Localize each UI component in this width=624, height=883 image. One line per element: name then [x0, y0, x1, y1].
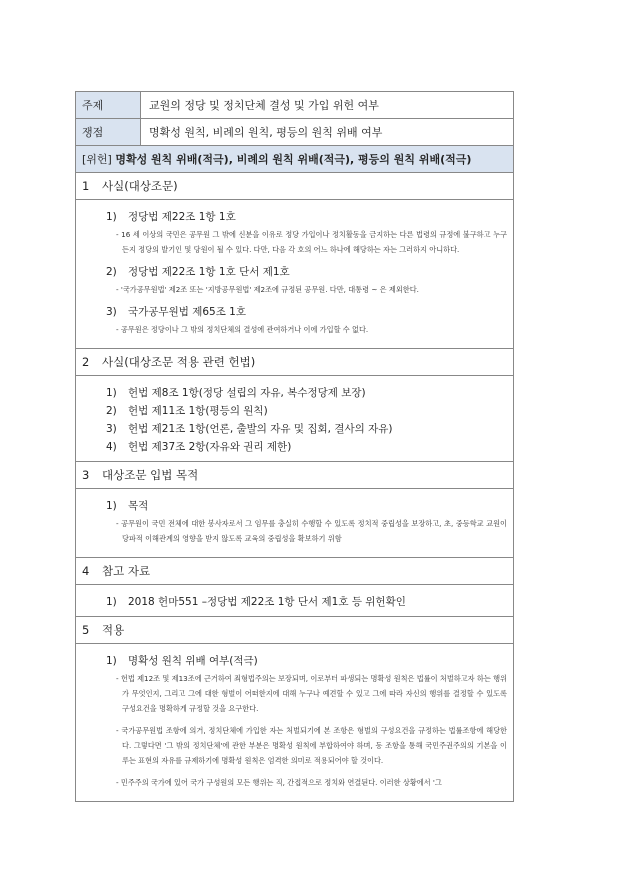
document-page [75, 91, 514, 802]
section-title: 사실(대상조문) [102, 179, 178, 193]
list-item [106, 594, 513, 609]
item-title: 정당법 제22조 1항 1호 [128, 211, 236, 223]
section-body [76, 585, 514, 617]
section-body-row [76, 585, 514, 617]
section-header [76, 462, 514, 489]
item-number: 1) [106, 596, 117, 608]
section-body-row [76, 644, 514, 802]
item-title: 헌법 제11조 1항(평등의 원칙) [128, 405, 268, 417]
verdict-prefix: [위헌] [82, 153, 112, 166]
paragraph: - 16 세 이상의 국민은 공무원 그 밖에 신분을 이유로 정당 가입이나 정치활동을 금지하는 다른 법령의 규정에 불구하고 누구든지 정당의 발기인 및 당원이 될 수 있다. 다만, 다음 각 호의 어느 하나에 해당하는 자는 그러하지 아니하다. [116, 230, 507, 254]
section-header-row [76, 617, 514, 644]
section-header-row [76, 558, 514, 585]
section-header-row [76, 349, 514, 376]
list-item [106, 209, 513, 224]
list-item [106, 264, 513, 279]
section-title: 적용 [102, 623, 125, 637]
item-number: 3) [106, 423, 117, 435]
section-title: 사실(대상조문 적용 관련 헌법) [102, 355, 256, 369]
item-title: 2018 헌마551 –정당법 제22조 1항 단서 제1호 등 위헌확인 [128, 596, 406, 608]
item-title: 명확성 원칙 위배 여부(적극) [128, 655, 258, 667]
item-title: 국가공무원법 제65조 1호 [128, 306, 247, 318]
item-number: 1) [106, 655, 117, 667]
item-title: 헌법 제21조 1항(언론, 출발의 자유 및 집회, 결사의 자유) [128, 423, 393, 435]
list-item [106, 439, 513, 454]
section-title: 참고 자료 [102, 564, 151, 578]
section-number: 3 [82, 468, 90, 482]
issue-label: 쟁점 [76, 119, 141, 146]
list-item [106, 385, 513, 400]
list-item [106, 421, 513, 436]
section-body [76, 376, 514, 462]
item-title: 목적 [128, 500, 149, 512]
section-body [76, 200, 514, 349]
item-number: 4) [106, 441, 117, 453]
issue-row [76, 119, 514, 146]
issue-value: 명확성 원칙, 비례의 원칙, 평등의 원칙 위배 여부 [141, 119, 514, 146]
list-item [106, 304, 513, 319]
section-body [76, 489, 514, 558]
verdict-row [76, 146, 514, 173]
section-header [76, 617, 514, 644]
section-body-row [76, 489, 514, 558]
paragraph: - 헌법 제12조 및 제13조에 근거하여 죄형법주의는 보장되며, 이로부터 파생되는 명확성 원칙은 법률이 처벌하고자 하는 행위가 무엇인지, 그리고 그에 대한 형벌이 어떠한지에 대해 누구나 예견할 수 있고 그에 따라 자신의 행위를 결정할 수 있도록 구성요건을 명확하게 규정할 것을 요구한다. [116, 674, 507, 713]
item-number: 3) [106, 306, 117, 318]
item-title: 헌법 제8조 1항(정당 설립의 자유, 복수정당제 보장) [128, 387, 366, 399]
list-item [106, 403, 513, 418]
item-title: 정당법 제22조 1항 1호 단서 제1호 [128, 266, 290, 278]
section-body-row [76, 200, 514, 349]
section-number: 5 [82, 623, 90, 637]
section-number: 2 [82, 355, 90, 369]
section-body [76, 644, 514, 802]
paragraph: - 공무원은 정당이나 그 밖의 정치단체의 결성에 관여하거나 이에 가입할 수 없다. [116, 325, 369, 334]
section-header-row [76, 462, 514, 489]
sections-body [76, 173, 514, 802]
item-number: 2) [106, 405, 117, 417]
item-title: 헌법 제37조 2항(자유와 권리 제한) [128, 441, 292, 453]
section-number: 1 [82, 179, 90, 193]
topic-value: 교원의 정당 및 정치단체 결성 및 가입 위헌 여부 [141, 92, 514, 119]
section-header [76, 173, 514, 200]
paragraph: - '국가공무원법' 제2조 또는 '지방공무원법' 제2조에 규정된 공무원. 다만, 대통령 ~ 은 제외한다. [116, 285, 419, 294]
paragraph: - 공무원이 국민 전체에 대한 봉사자로서 그 임무를 충실히 수행할 수 있도록 정치적 중립성을 보장하고, 초, 중등학교 교원이 당파적 이해관계의 영향을 받지 않도록 교육의 중립성을 확보하기 위함 [116, 519, 507, 543]
section-header [76, 349, 514, 376]
paragraph: - 국가공무원법 조항에 의거, 정치단체에 가입한 자는 처벌되기에 본 조항은 형벌의 구성요건을 규정하는 법률조항에 해당한다. 그렇다면 '그 밖의 정치단체'에 관한 부분은 명확성 원칙에 부합하여야 하며, 동 조항을 통해 국민주권주의의 기본을 이루는 표현의 자유를 규제하기에 명확성 원칙은 엄격한 의미로 적용되어야 할 것이다. [116, 726, 507, 765]
section-header [76, 558, 514, 585]
item-number: 1) [106, 387, 117, 399]
verdict-cell [76, 146, 514, 173]
item-number: 2) [106, 266, 117, 278]
case-table [75, 91, 514, 802]
topic-row [76, 92, 514, 119]
section-title: 대상조문 입법 목적 [102, 468, 199, 482]
list-item [106, 498, 513, 513]
section-header-row [76, 173, 514, 200]
item-number: 1) [106, 211, 117, 223]
section-body-row [76, 376, 514, 462]
section-number: 4 [82, 564, 90, 578]
item-number: 1) [106, 500, 117, 512]
list-item [106, 653, 513, 668]
verdict-text: 명확성 원칙 위배(적극), 비례의 원칙 위배(적극), 평등의 원칙 위배(적극) [115, 153, 472, 166]
paragraph: - 민주주의 국가에 있어 국가 구성원의 모든 행위는 직, 간접적으로 정치와 연결된다. 이러한 상황에서 '그 [116, 778, 442, 787]
topic-label: 주제 [76, 92, 141, 119]
